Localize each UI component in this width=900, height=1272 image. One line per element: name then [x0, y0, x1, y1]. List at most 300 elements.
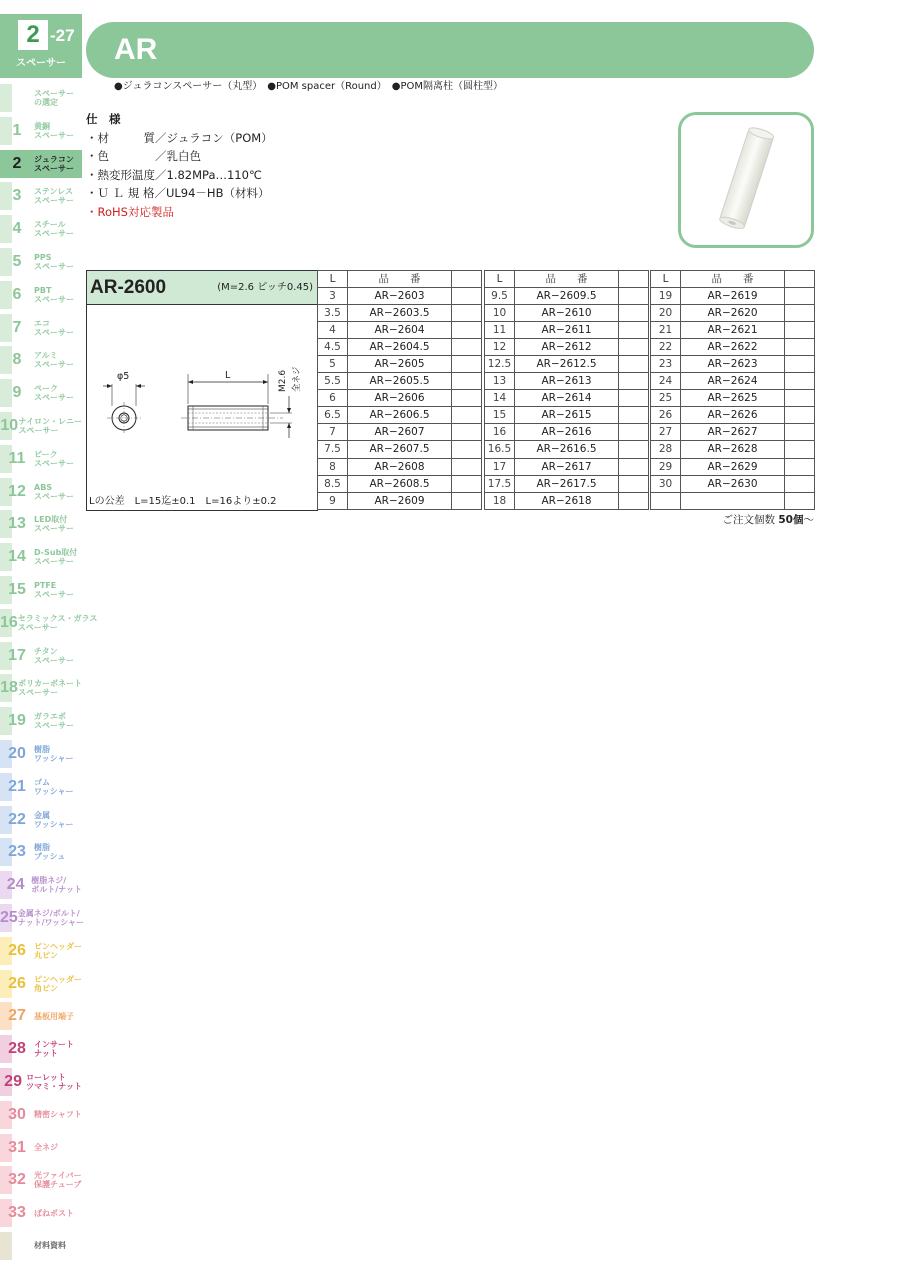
- sidebar-item[interactable]: [0, 773, 82, 801]
- length-cell: 4.5: [318, 339, 348, 356]
- side-view: [181, 366, 302, 438]
- thread-label: M2.6: [278, 369, 288, 392]
- sidebar-item[interactable]: [0, 1002, 82, 1030]
- sidebar-item[interactable]: [0, 314, 82, 342]
- sidebar-item-label: 樹脂 ワッシャー: [34, 744, 74, 763]
- sidebar-item-label: D-Sub取付 スペーサー: [34, 548, 78, 567]
- length-cell: 16.5: [485, 441, 515, 458]
- product-thread-note: (M=2.6 ピッチ0.45): [217, 282, 313, 293]
- sidebar-item[interactable]: [0, 1035, 82, 1063]
- length-cell: 28: [651, 441, 681, 458]
- sidebar-item-number: 30: [8, 1105, 26, 1123]
- table-row: [485, 322, 649, 339]
- part-number-cell: AR−2604.5: [348, 339, 452, 356]
- length-cell: 6: [318, 390, 348, 407]
- sidebar-item-label: ローレット ツマミ・ナット: [26, 1072, 82, 1091]
- blank-cell: [785, 424, 815, 441]
- length-cell: 17.5: [485, 475, 515, 492]
- table-row: [485, 475, 649, 492]
- order-quantity: 50個: [778, 514, 804, 526]
- blank-cell: [785, 458, 815, 475]
- length-cell: 16: [485, 424, 515, 441]
- part-number-cell: AR−2622: [681, 339, 785, 356]
- blank-cell: [785, 288, 815, 305]
- sidebar-item[interactable]: [0, 806, 82, 834]
- length-cell: 13: [485, 373, 515, 390]
- sidebar-item[interactable]: [0, 609, 98, 637]
- spec-ul-rating: ・Ｕ Ｌ 規 格／UL94－HB（材料）: [86, 186, 270, 200]
- part-number-cell: AR−2618: [515, 492, 619, 509]
- blank-cell: [785, 441, 815, 458]
- sidebar-item[interactable]: [0, 642, 82, 670]
- table-row: [485, 441, 649, 458]
- part-number-cell: AR−2603.5: [348, 305, 452, 322]
- sidebar-item-number: 24: [6, 876, 25, 894]
- sidebar-item-label: アルミ スペーサー: [34, 351, 74, 370]
- length-cell: 5.5: [318, 373, 348, 390]
- table-row: [318, 339, 482, 356]
- sidebar-item[interactable]: [0, 182, 82, 210]
- part-number-cell: AR−2624: [681, 373, 785, 390]
- sidebar-item[interactable]: [0, 346, 82, 374]
- part-number-cell: AR−2609: [348, 492, 452, 509]
- length-cell: 3: [318, 288, 348, 305]
- sidebar-item-label: ナイロン・レニー スペーサー: [18, 416, 82, 435]
- part-number-cell: AR−2616: [515, 424, 619, 441]
- part-number-cell: AR−2625: [681, 390, 785, 407]
- spacer-photo-illustration: [681, 115, 811, 245]
- table-row: [651, 492, 815, 509]
- sidebar-item-number: 15: [8, 580, 26, 598]
- length-cell: 30: [651, 475, 681, 492]
- column-header-blank: [785, 271, 815, 288]
- sidebar-item-label: 樹脂ネジ/ ボルト/ナット: [31, 876, 82, 895]
- table-row: [318, 288, 482, 305]
- blank-cell: [452, 424, 482, 441]
- part-number-cell: AR−2623: [681, 356, 785, 373]
- blank-cell: [785, 339, 815, 356]
- column-header-length: L: [651, 271, 681, 288]
- sidebar-item[interactable]: [0, 1101, 82, 1129]
- spec-material: ・材 質／ジュラコン（POM）: [86, 130, 273, 145]
- part-number-cell: AR−2606.5: [348, 407, 452, 424]
- part-number-cell: AR−2626: [681, 407, 785, 424]
- sidebar-item-label: LED取付 スペーサー: [34, 515, 74, 534]
- sidebar-item-label: 精密シャフト: [34, 1110, 82, 1120]
- sidebar-item-number: 33: [8, 1204, 26, 1222]
- blank-cell: [785, 322, 815, 339]
- part-number-cell: AR−2607: [348, 424, 452, 441]
- length-cell: 11: [485, 322, 515, 339]
- sidebar-item[interactable]: [0, 674, 82, 702]
- part-number-cell: AR−2608: [348, 458, 452, 475]
- column-header-length: L: [485, 271, 515, 288]
- sidebar-item-label: 黄銅 スペーサー: [34, 121, 74, 140]
- blank-cell: [452, 492, 482, 509]
- sidebar-item[interactable]: [0, 937, 82, 965]
- blank-cell: [785, 356, 815, 373]
- page-suffix: -27: [50, 26, 75, 45]
- length-cell: 21: [651, 322, 681, 339]
- sidebar-item[interactable]: [0, 412, 82, 440]
- sidebar-item-number: 7: [12, 318, 22, 336]
- table-header-row: [485, 271, 649, 288]
- sidebar-item-number: 5: [12, 252, 22, 270]
- blank-cell: [619, 424, 649, 441]
- length-cell: 8.5: [318, 475, 348, 492]
- sidebar-item[interactable]: [0, 1166, 82, 1194]
- sidebar-item-number: 10: [0, 416, 19, 434]
- part-number-cell: AR−2612.5: [515, 356, 619, 373]
- sidebar-item[interactable]: [0, 1068, 82, 1096]
- table-row: [485, 356, 649, 373]
- length-cell: 5: [318, 356, 348, 373]
- blank-cell: [619, 390, 649, 407]
- sidebar-item-label: ステンレス スペーサー: [34, 187, 74, 206]
- sidebar-item[interactable]: [0, 838, 82, 866]
- length-cell: 26: [651, 407, 681, 424]
- length-cell: 19: [651, 288, 681, 305]
- product-photo: [678, 112, 814, 248]
- blank-cell: [619, 339, 649, 356]
- sidebar-item-marker: [0, 84, 12, 112]
- full-thread-label: 全ネジ: [292, 366, 302, 392]
- sidebar-item-number: 12: [8, 482, 26, 500]
- part-number-cell: AR−2608.5: [348, 475, 452, 492]
- column-header-blank: [619, 271, 649, 288]
- part-number-cell: AR−2603: [348, 288, 452, 305]
- blank-cell: [452, 322, 482, 339]
- sidebar-item-label: 金属 ワッシャー: [34, 810, 74, 829]
- sidebar-item[interactable]: [0, 1232, 82, 1260]
- table-row: [651, 441, 815, 458]
- blank-cell: [785, 390, 815, 407]
- table-row: [485, 305, 649, 322]
- sidebar-item-number: 18: [0, 679, 18, 697]
- sidebar-item-number: 17: [8, 646, 26, 664]
- blank-cell: [452, 373, 482, 390]
- sidebar-item[interactable]: [0, 379, 82, 407]
- table-row: [651, 424, 815, 441]
- sidebar-item-label: ゴム ワッシャー: [34, 777, 74, 796]
- sidebar-item-number: 2: [12, 154, 22, 172]
- length-cell: 15: [485, 407, 515, 424]
- length-cell: 9: [318, 492, 348, 509]
- part-number-cell: AR−2629: [681, 458, 785, 475]
- length-cell: 7.5: [318, 441, 348, 458]
- blank-cell: [452, 390, 482, 407]
- sidebar-item-label: ジュラコン スペーサー: [34, 154, 74, 173]
- product-name: AR-2600: [90, 277, 167, 298]
- sidebar-item[interactable]: [0, 510, 82, 538]
- blank-cell: [452, 288, 482, 305]
- sidebar-item-label: ポリカーボネート スペーサー: [18, 679, 82, 698]
- sidebar-item[interactable]: [0, 84, 82, 112]
- table-row: [651, 339, 815, 356]
- part-number-cell: AR−2617.5: [515, 475, 619, 492]
- sidebar-item-label: 樹脂 ブッシュ: [34, 843, 66, 862]
- blank-cell: [452, 305, 482, 322]
- blank-cell: [619, 305, 649, 322]
- blank-cell: [452, 356, 482, 373]
- blank-cell: [619, 492, 649, 509]
- blank-cell: [452, 441, 482, 458]
- length-cell: 29: [651, 458, 681, 475]
- table-row: [318, 356, 482, 373]
- sidebar-item-label: ペーク スペーサー: [34, 384, 74, 403]
- blank-cell: [785, 373, 815, 390]
- length-cell: 10: [485, 305, 515, 322]
- sidebar-item[interactable]: [0, 543, 82, 571]
- sidebar-item-label: ピンヘッダー 丸ピン: [34, 941, 82, 960]
- sidebar-item-number: 1: [12, 121, 22, 139]
- table-row: [318, 441, 482, 458]
- sidebar-item-number: 16: [0, 613, 18, 631]
- sidebar-item-number: 21: [8, 777, 26, 795]
- length-cell: 7: [318, 424, 348, 441]
- sidebar-item-label: エコ スペーサー: [34, 318, 74, 337]
- sidebar-item-label: セラミックス・ガラス スペーサー: [17, 613, 98, 632]
- sidebar-item-label: PPS スペーサー: [34, 252, 74, 271]
- length-cell: 17: [485, 458, 515, 475]
- part-number-cell: AR−2605.5: [348, 373, 452, 390]
- sidebar-item-label: ピーク スペーサー: [34, 449, 74, 468]
- sidebar-item-number: 28: [8, 1040, 26, 1058]
- chapter-label: スペーサー: [16, 58, 66, 69]
- chapter-number: 2: [18, 20, 48, 50]
- sidebar-item-number: 13: [8, 515, 26, 533]
- sidebar-item-label: ばねポスト: [34, 1208, 74, 1218]
- sidebar-item[interactable]: [0, 248, 82, 276]
- sidebar-item-label: PTFE スペーサー: [34, 580, 74, 599]
- sidebar-item-number: 29: [4, 1072, 22, 1090]
- length-cell: 22: [651, 339, 681, 356]
- sidebar-item-label: 全ネジ: [34, 1143, 58, 1152]
- sidebar-item-label: インサート ナット: [34, 1040, 74, 1059]
- length-cell: 18: [485, 492, 515, 509]
- part-number-cell: AR−2616.5: [515, 441, 619, 458]
- part-number-cell: AR−2606: [348, 390, 452, 407]
- table-row: [651, 322, 815, 339]
- part-number-cell: AR−2607.5: [348, 441, 452, 458]
- sidebar-item-number: 31: [8, 1138, 26, 1156]
- sidebar-item-label: ガラエポ スペーサー: [34, 712, 74, 731]
- page-title: AR: [114, 33, 158, 66]
- minimum-order-note: [723, 513, 814, 527]
- sidebar-item[interactable]: [0, 970, 82, 998]
- column-header-part-number: 品 番: [348, 271, 452, 288]
- sidebar-item[interactable]: [0, 445, 82, 473]
- dimension-drawing: [87, 306, 317, 486]
- length-cell: 6.5: [318, 407, 348, 424]
- sidebar-item-label: PBT スペーサー: [34, 285, 74, 304]
- end-view: [103, 371, 145, 434]
- sidebar-item[interactable]: [0, 1134, 82, 1162]
- blank-cell: [619, 441, 649, 458]
- length-cell: [651, 492, 681, 509]
- length-cell: 14: [485, 390, 515, 407]
- sidebar-item-label: 金属ネジ/ボルト/ ナット/ワッシャー: [17, 908, 84, 927]
- length-cell: 4: [318, 322, 348, 339]
- table-row: [651, 390, 815, 407]
- parts-table-3: [650, 270, 815, 510]
- part-number-cell: AR−2621: [681, 322, 785, 339]
- sidebar-item-number: 8: [12, 351, 22, 369]
- part-number-cell: AR−2620: [681, 305, 785, 322]
- product-heading: [87, 271, 317, 305]
- sidebar-item[interactable]: [0, 215, 82, 243]
- table-row: [651, 475, 815, 492]
- spec-section: [86, 110, 273, 221]
- table-row: [318, 424, 482, 441]
- blank-cell: [619, 475, 649, 492]
- sidebar-item-label: チタン スペーサー: [34, 646, 74, 665]
- sidebar-item[interactable]: [0, 707, 82, 735]
- length-cell: 25: [651, 390, 681, 407]
- spec-rohs: ・RoHS対応製品: [86, 204, 174, 219]
- blank-cell: [619, 322, 649, 339]
- length-label: L: [225, 370, 231, 381]
- sidebar-item-label: ABS スペーサー: [34, 482, 74, 501]
- table-row: [651, 305, 815, 322]
- sidebar-item[interactable]: [0, 478, 82, 506]
- sidebar-item-number: 3: [12, 187, 22, 205]
- sidebar-item[interactable]: [0, 281, 82, 309]
- table-row: [651, 407, 815, 424]
- sidebar-item-label: 基板用端子: [34, 1011, 74, 1021]
- part-number-cell: [681, 492, 785, 509]
- table-row: [318, 407, 482, 424]
- spec-heading: 仕 様: [86, 112, 121, 126]
- part-number-cell: AR−2612: [515, 339, 619, 356]
- table-header-row: [651, 271, 815, 288]
- page-header: [86, 22, 814, 78]
- length-cell: 23: [651, 356, 681, 373]
- table-row: [318, 373, 482, 390]
- length-cell: 27: [651, 424, 681, 441]
- blank-cell: [619, 458, 649, 475]
- order-prefix: ご注文個数: [722, 514, 779, 526]
- blank-cell: [452, 339, 482, 356]
- blank-cell: [619, 356, 649, 373]
- blank-cell: [452, 475, 482, 492]
- parts-table-2: [484, 270, 649, 510]
- part-number-cell: AR−2610: [515, 305, 619, 322]
- part-number-cell: AR−2614: [515, 390, 619, 407]
- table-row: [651, 288, 815, 305]
- part-number-cell: AR−2627: [681, 424, 785, 441]
- sidebar-item-marker: [0, 1232, 12, 1260]
- sidebar-item-number: 20: [8, 744, 26, 762]
- sidebar-item-label: ピンヘッダー 角ピン: [34, 974, 82, 993]
- blank-cell: [785, 407, 815, 424]
- sidebar-item[interactable]: [0, 150, 82, 178]
- sidebar-item[interactable]: [0, 740, 82, 768]
- length-cell: 24: [651, 373, 681, 390]
- table-row: [318, 458, 482, 475]
- sidebar-item-number: 14: [8, 548, 26, 566]
- part-number-cell: AR−2619: [681, 288, 785, 305]
- column-header-length: L: [318, 271, 348, 288]
- blank-cell: [785, 475, 815, 492]
- sidebar-item-label: 光ファイバー 保護チューブ: [34, 1171, 82, 1190]
- table-row: [651, 356, 815, 373]
- diameter-label: φ5: [117, 371, 130, 382]
- table-row: [318, 305, 482, 322]
- sidebar-item-label: 材料資料: [34, 1241, 66, 1251]
- length-cell: 12: [485, 339, 515, 356]
- table-row: [485, 390, 649, 407]
- sidebar-item-number: 26: [8, 974, 26, 992]
- sidebar-item[interactable]: [0, 904, 82, 932]
- table-row: [485, 339, 649, 356]
- sidebar-item-number: 26: [8, 941, 26, 959]
- table-header-row: [318, 271, 482, 288]
- parts-table-1: [317, 270, 482, 510]
- sidebar-item-number: 25: [0, 908, 18, 926]
- part-number-cell: AR−2605: [348, 356, 452, 373]
- sidebar-item-number: 11: [8, 449, 26, 467]
- blank-cell: [452, 458, 482, 475]
- spec-heat-deflection: ・熱変形温度／1.82MPa…110℃: [86, 167, 262, 182]
- sidebar-item-number: 27: [8, 1007, 26, 1025]
- length-cell: 3.5: [318, 305, 348, 322]
- column-header-part-number: 品 番: [515, 271, 619, 288]
- length-cell: 12.5: [485, 356, 515, 373]
- blank-cell: [452, 407, 482, 424]
- table-row: [485, 288, 649, 305]
- sidebar-item-number: 19: [8, 712, 26, 730]
- part-number-cell: AR−2604: [348, 322, 452, 339]
- blank-cell: [619, 288, 649, 305]
- table-row: [485, 424, 649, 441]
- part-number-cell: AR−2628: [681, 441, 785, 458]
- product-subtitle: ●ジュラコンスペーサー（丸型） ●POM spacer（Round） ●POM隔离柱（圆柱型）: [114, 81, 504, 92]
- part-number-cell: AR−2613: [515, 373, 619, 390]
- sidebar-nav: [0, 84, 98, 1265]
- sidebar-item[interactable]: [0, 871, 82, 899]
- table-row: [318, 322, 482, 339]
- part-number-cell: AR−2611: [515, 322, 619, 339]
- table-row: [651, 458, 815, 475]
- sidebar-item[interactable]: [0, 576, 82, 604]
- sidebar-item[interactable]: [0, 117, 82, 145]
- sidebar-item-number: 6: [12, 285, 22, 303]
- order-suffix: 〜: [803, 514, 814, 526]
- table-row: [485, 458, 649, 475]
- table-row: [485, 492, 649, 509]
- sidebar-item-number: 22: [8, 810, 26, 828]
- sidebar-item-number: 23: [8, 843, 26, 861]
- table-row: [485, 407, 649, 424]
- page-number-block: [0, 14, 82, 78]
- part-number-cell: AR−2617: [515, 458, 619, 475]
- length-cell: 20: [651, 305, 681, 322]
- sidebar-item-number: 32: [8, 1171, 26, 1189]
- column-header-part-number: 品 番: [681, 271, 785, 288]
- sidebar-item-label: スチール スペーサー: [34, 220, 74, 239]
- table-row: [485, 373, 649, 390]
- sidebar-item[interactable]: [0, 1199, 82, 1227]
- column-header-blank: [452, 271, 482, 288]
- blank-cell: [785, 492, 815, 509]
- sidebar-item-number: 4: [12, 220, 22, 238]
- length-cell: 8: [318, 458, 348, 475]
- part-number-cell: AR−2615: [515, 407, 619, 424]
- product-box: [86, 270, 318, 511]
- table-row: [318, 475, 482, 492]
- table-row: [318, 492, 482, 509]
